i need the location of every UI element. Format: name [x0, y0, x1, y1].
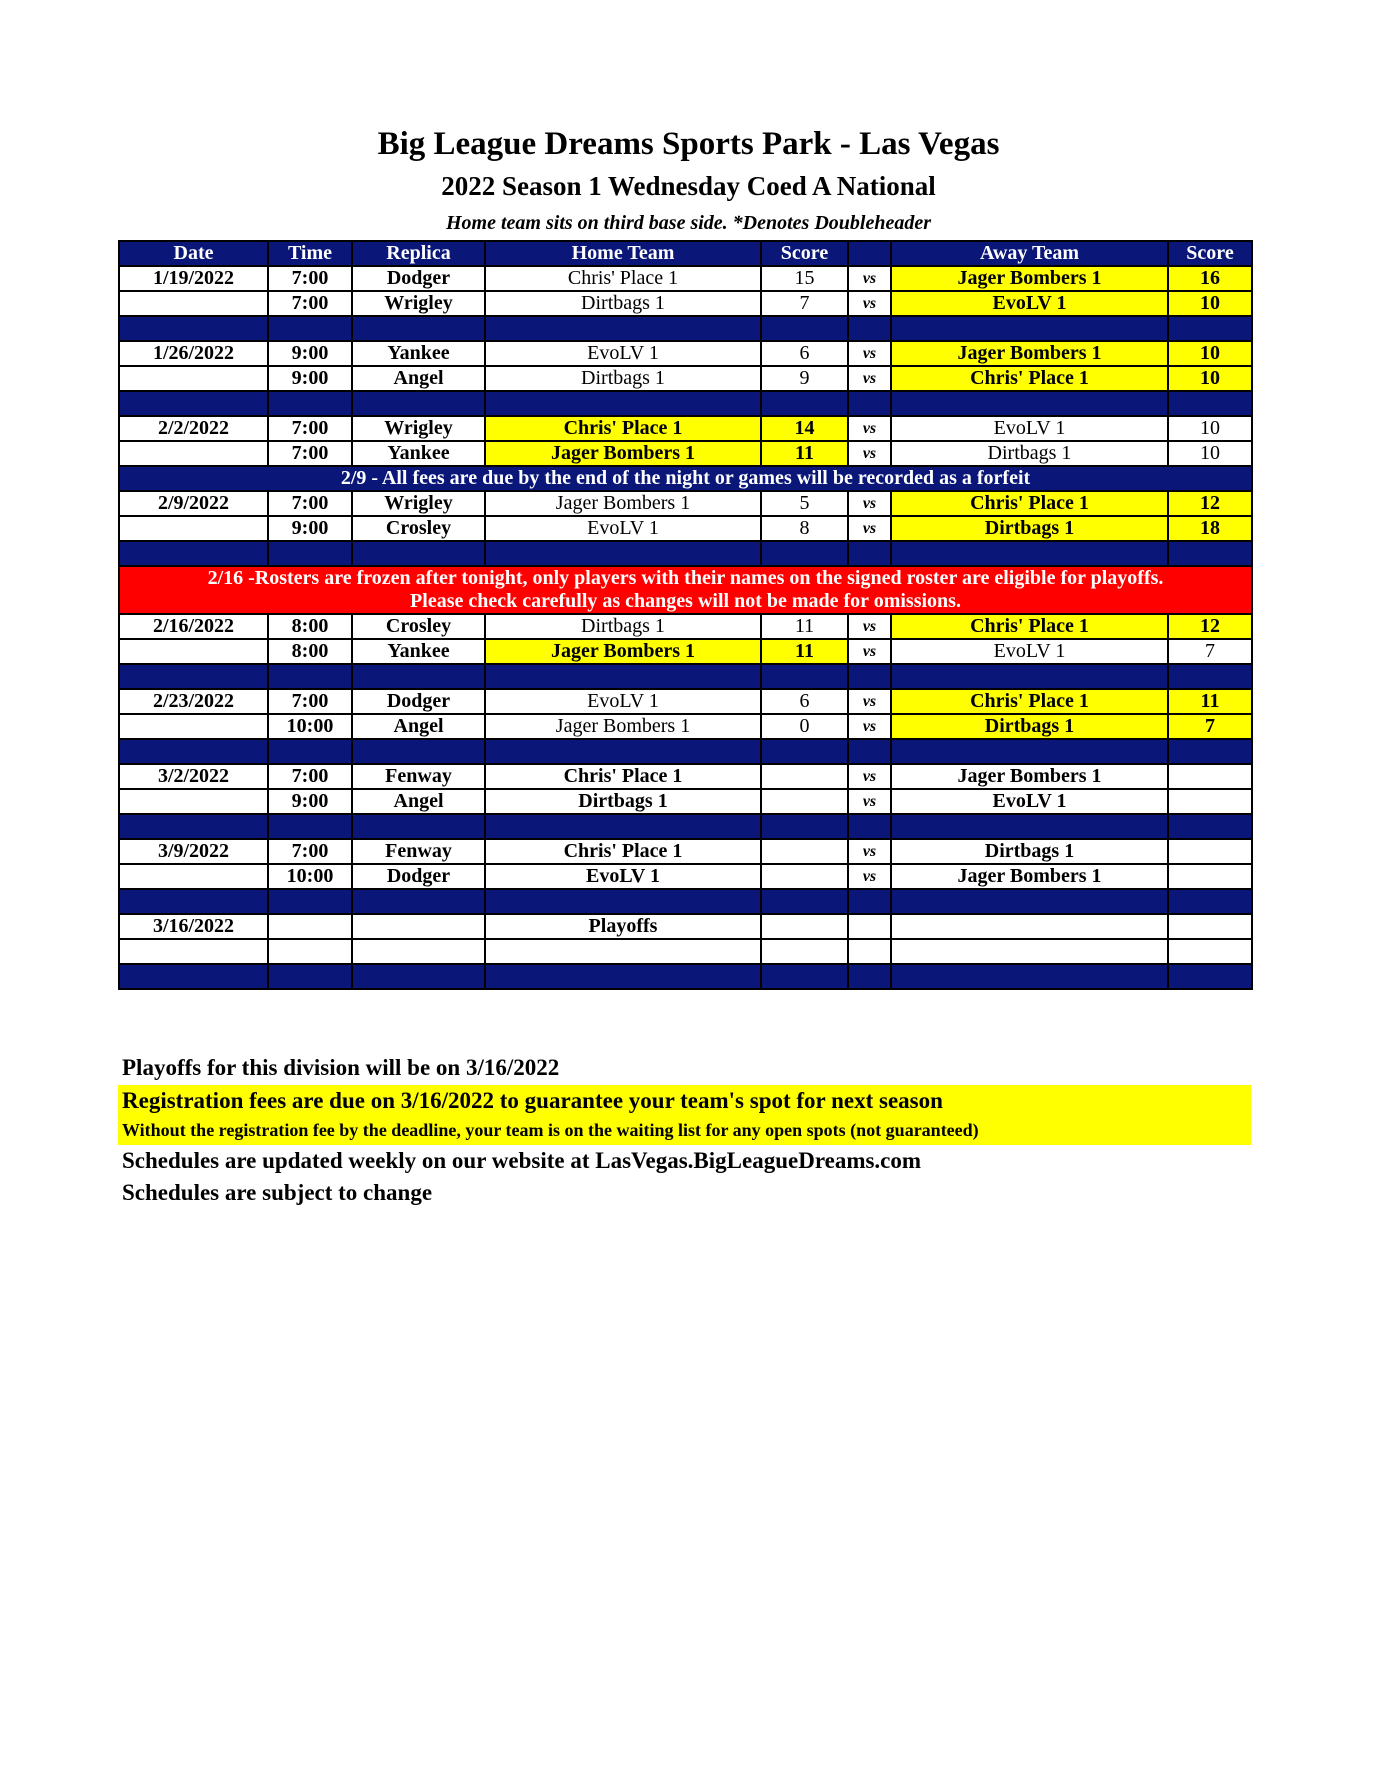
- empty-cell: [848, 914, 891, 939]
- separator-cell: [891, 664, 1168, 689]
- game-replica: Angel: [352, 789, 485, 814]
- game-date: [119, 516, 268, 541]
- away-team: Jager Bombers 1: [891, 864, 1168, 889]
- separator-cell: [352, 316, 485, 341]
- separator-cell: [1168, 964, 1252, 989]
- game-row: [119, 864, 1252, 889]
- game-replica: Fenway: [352, 764, 485, 789]
- separator-cell: [848, 541, 891, 566]
- game-time: 7:00: [268, 266, 352, 291]
- away-team: Dirtbags 1: [891, 839, 1168, 864]
- away-score: 10: [1168, 441, 1252, 466]
- separator-row: [119, 814, 1252, 839]
- home-team: EvoLV 1: [485, 864, 761, 889]
- separator-cell: [352, 739, 485, 764]
- schedule-change-note: Schedules are subject to change: [122, 1180, 433, 1205]
- away-score: 10: [1168, 341, 1252, 366]
- away-team: Jager Bombers 1: [891, 266, 1168, 291]
- game-time: 7:00: [268, 441, 352, 466]
- game-replica: Yankee: [352, 441, 485, 466]
- game-date: 1/26/2022: [119, 341, 268, 366]
- vs-label: vs: [848, 864, 891, 889]
- separator-cell: [761, 889, 848, 914]
- game-row: [119, 839, 1252, 864]
- away-score: 16: [1168, 266, 1252, 291]
- registration-note: Registration fees are due on 3/16/2022 to guarantee your team's spot for next season: [122, 1088, 943, 1113]
- rosters-banner: [119, 566, 1252, 614]
- game-replica: Yankee: [352, 341, 485, 366]
- separator-cell: [268, 739, 352, 764]
- vs-label: vs: [848, 341, 891, 366]
- vs-label: vs: [848, 764, 891, 789]
- home-team-note: Home team sits on third base side. *Denotes Doubleheader: [446, 212, 931, 234]
- game-row: [119, 639, 1252, 664]
- game-replica: Yankee: [352, 639, 485, 664]
- separator-cell: [268, 316, 352, 341]
- game-date: 3/9/2022: [119, 839, 268, 864]
- away-team: EvoLV 1: [891, 789, 1168, 814]
- game-row: [119, 516, 1252, 541]
- separator-cell: [268, 664, 352, 689]
- away-score: 11: [1168, 689, 1252, 714]
- empty-cell: [485, 939, 761, 964]
- empty-cell: [1168, 939, 1252, 964]
- separator-cell: [848, 964, 891, 989]
- separator-cell: [848, 889, 891, 914]
- game-time: 7:00: [268, 491, 352, 516]
- col-away-score: Score: [1168, 241, 1252, 266]
- empty-cell: [268, 914, 352, 939]
- rosters-banner-row: [119, 566, 1252, 614]
- game-row: [119, 266, 1252, 291]
- away-score: 7: [1168, 714, 1252, 739]
- away-team: EvoLV 1: [891, 416, 1168, 441]
- game-date: 1/19/2022: [119, 266, 268, 291]
- schedule-body: [119, 266, 1252, 989]
- home-team: Jager Bombers 1: [485, 441, 761, 466]
- empty-cell: [761, 939, 848, 964]
- separator-cell: [848, 814, 891, 839]
- separator-cell: [848, 316, 891, 341]
- away-score: 18: [1168, 516, 1252, 541]
- separator-cell: [485, 391, 761, 416]
- fees-banner-row: [119, 466, 1252, 491]
- vs-label: vs: [848, 839, 891, 864]
- game-row: [119, 764, 1252, 789]
- away-score: 10: [1168, 416, 1252, 441]
- separator-row: [119, 739, 1252, 764]
- game-row: [119, 491, 1252, 516]
- separator-cell: [268, 889, 352, 914]
- separator-cell: [1168, 541, 1252, 566]
- game-date: 2/23/2022: [119, 689, 268, 714]
- col-vs: [848, 241, 891, 266]
- separator-cell: [761, 391, 848, 416]
- playoffs-date: 3/16/2022: [119, 914, 268, 939]
- game-row: [119, 441, 1252, 466]
- game-time: 7:00: [268, 689, 352, 714]
- away-team: Jager Bombers 1: [891, 764, 1168, 789]
- game-time: 9:00: [268, 341, 352, 366]
- away-team: Jager Bombers 1: [891, 341, 1168, 366]
- separator-cell: [119, 814, 268, 839]
- game-replica: Wrigley: [352, 491, 485, 516]
- game-replica: Wrigley: [352, 291, 485, 316]
- home-team: EvoLV 1: [485, 516, 761, 541]
- home-team: Chris' Place 1: [485, 764, 761, 789]
- game-time: 7:00: [268, 291, 352, 316]
- game-time: 10:00: [268, 714, 352, 739]
- away-score: [1168, 789, 1252, 814]
- vs-label: vs: [848, 689, 891, 714]
- away-team: Chris' Place 1: [891, 689, 1168, 714]
- away-score: 12: [1168, 614, 1252, 639]
- separator-cell: [761, 739, 848, 764]
- separator-cell: [761, 814, 848, 839]
- separator-cell: [119, 964, 268, 989]
- vs-label: vs: [848, 366, 891, 391]
- empty-cell: [268, 939, 352, 964]
- away-team: EvoLV 1: [891, 291, 1168, 316]
- away-team: Dirtbags 1: [891, 516, 1168, 541]
- game-time: 10:00: [268, 864, 352, 889]
- game-row: [119, 789, 1252, 814]
- game-date: 2/16/2022: [119, 614, 268, 639]
- separator-cell: [1168, 814, 1252, 839]
- playoffs-row: [119, 914, 1252, 939]
- separator-row: [119, 889, 1252, 914]
- separator-cell: [891, 391, 1168, 416]
- separator-cell: [485, 739, 761, 764]
- separator-cell: [1168, 391, 1252, 416]
- home-score: [761, 839, 848, 864]
- separator-row: [119, 316, 1252, 341]
- away-score: 10: [1168, 291, 1252, 316]
- separator-cell: [485, 889, 761, 914]
- rosters-banner-line: Please check carefully as changes will not be made for omissions.: [410, 590, 961, 612]
- playoffs-label: Playoffs: [485, 914, 761, 939]
- away-score: 7: [1168, 639, 1252, 664]
- home-score: 7: [761, 291, 848, 316]
- home-team: Jager Bombers 1: [485, 639, 761, 664]
- separator-cell: [268, 964, 352, 989]
- separator-cell: [352, 664, 485, 689]
- game-date: [119, 714, 268, 739]
- col-replica: Replica: [352, 241, 485, 266]
- game-date: 2/9/2022: [119, 491, 268, 516]
- home-score: 9: [761, 366, 848, 391]
- page-title: Big League Dreams Sports Park - Las Vegas: [377, 126, 1000, 162]
- separator-cell: [1168, 664, 1252, 689]
- separator-cell: [119, 664, 268, 689]
- away-score: 12: [1168, 491, 1252, 516]
- separator-cell: [352, 391, 485, 416]
- game-replica: Angel: [352, 366, 485, 391]
- away-team: Dirtbags 1: [891, 441, 1168, 466]
- game-replica: Dodger: [352, 266, 485, 291]
- game-time: 7:00: [268, 764, 352, 789]
- separator-row: [119, 541, 1252, 566]
- empty-cell: [352, 914, 485, 939]
- separator-cell: [761, 541, 848, 566]
- page-subtitle: 2022 Season 1 Wednesday Coed A National: [441, 171, 936, 201]
- separator-cell: [268, 391, 352, 416]
- game-row: [119, 714, 1252, 739]
- game-replica: Fenway: [352, 839, 485, 864]
- home-team: EvoLV 1: [485, 689, 761, 714]
- game-date: 2/2/2022: [119, 416, 268, 441]
- game-time: 8:00: [268, 639, 352, 664]
- game-date: [119, 639, 268, 664]
- empty-cell: [891, 914, 1168, 939]
- away-score: 10: [1168, 366, 1252, 391]
- home-team: EvoLV 1: [485, 341, 761, 366]
- home-score: 0: [761, 714, 848, 739]
- home-score: [761, 789, 848, 814]
- game-replica: Dodger: [352, 864, 485, 889]
- game-replica: Crosley: [352, 614, 485, 639]
- separator-cell: [1168, 316, 1252, 341]
- vs-label: vs: [848, 789, 891, 814]
- game-row: [119, 291, 1252, 316]
- game-time: 9:00: [268, 516, 352, 541]
- separator-cell: [268, 814, 352, 839]
- separator-cell: [761, 664, 848, 689]
- vs-label: vs: [848, 639, 891, 664]
- game-row: [119, 689, 1252, 714]
- empty-cell: [1168, 914, 1252, 939]
- separator-row: [119, 391, 1252, 416]
- vs-label: vs: [848, 416, 891, 441]
- col-away-team: Away Team: [891, 241, 1168, 266]
- separator-cell: [268, 541, 352, 566]
- home-score: 11: [761, 639, 848, 664]
- home-score: [761, 764, 848, 789]
- separator-cell: [119, 739, 268, 764]
- home-score: 8: [761, 516, 848, 541]
- separator-row: [119, 664, 1252, 689]
- vs-label: vs: [848, 266, 891, 291]
- separator-cell: [891, 541, 1168, 566]
- vs-label: vs: [848, 491, 891, 516]
- home-score: [761, 864, 848, 889]
- game-date: [119, 291, 268, 316]
- vs-label: vs: [848, 516, 891, 541]
- game-replica: Crosley: [352, 516, 485, 541]
- away-team: Chris' Place 1: [891, 614, 1168, 639]
- away-team: EvoLV 1: [891, 639, 1168, 664]
- empty-cell: [891, 939, 1168, 964]
- separator-cell: [848, 739, 891, 764]
- vs-label: vs: [848, 291, 891, 316]
- schedule-table: [118, 240, 1253, 990]
- separator-cell: [485, 316, 761, 341]
- game-time: 9:00: [268, 789, 352, 814]
- col-home-score: Score: [761, 241, 848, 266]
- game-time: 8:00: [268, 614, 352, 639]
- home-score: 5: [761, 491, 848, 516]
- rosters-banner-line: 2/16 -Rosters are frozen after tonight, only players with their names on the signed roster are eligible for playoffs.: [207, 567, 1164, 589]
- game-date: [119, 366, 268, 391]
- game-row: [119, 366, 1252, 391]
- empty-cell: [119, 939, 268, 964]
- game-date: [119, 441, 268, 466]
- home-score: 15: [761, 266, 848, 291]
- away-score: [1168, 764, 1252, 789]
- separator-cell: [119, 391, 268, 416]
- separator-cell: [891, 316, 1168, 341]
- col-date: Date: [119, 241, 268, 266]
- home-team: Dirtbags 1: [485, 789, 761, 814]
- separator-cell: [848, 664, 891, 689]
- home-team: Chris' Place 1: [485, 416, 761, 441]
- separator-cell: [352, 814, 485, 839]
- separator-cell: [891, 964, 1168, 989]
- separator-cell: [485, 664, 761, 689]
- separator-cell: [761, 316, 848, 341]
- home-team: Jager Bombers 1: [485, 714, 761, 739]
- col-time: Time: [268, 241, 352, 266]
- home-team: Chris' Place 1: [485, 266, 761, 291]
- separator-cell: [485, 541, 761, 566]
- separator-cell: [119, 541, 268, 566]
- home-team: Dirtbags 1: [485, 291, 761, 316]
- empty-cell: [352, 939, 485, 964]
- separator-cell: [1168, 889, 1252, 914]
- separator-cell: [485, 964, 761, 989]
- home-team: Dirtbags 1: [485, 614, 761, 639]
- separator-cell: [891, 889, 1168, 914]
- game-date: [119, 789, 268, 814]
- vs-label: vs: [848, 614, 891, 639]
- home-score: 6: [761, 341, 848, 366]
- home-score: 11: [761, 614, 848, 639]
- game-replica: Angel: [352, 714, 485, 739]
- game-row: [119, 341, 1252, 366]
- game-time: 7:00: [268, 416, 352, 441]
- blank-row: [119, 939, 1252, 964]
- away-score: [1168, 839, 1252, 864]
- fees-banner: 2/9 - All fees are due by the end of the night or games will be recorded as a forfeit: [119, 466, 1252, 491]
- vs-label: vs: [848, 714, 891, 739]
- separator-cell: [119, 889, 268, 914]
- away-score: [1168, 864, 1252, 889]
- separator-cell: [352, 964, 485, 989]
- vs-label: vs: [848, 441, 891, 466]
- home-team: Dirtbags 1: [485, 366, 761, 391]
- game-replica: Dodger: [352, 689, 485, 714]
- separator-cell: [848, 391, 891, 416]
- header-row: [119, 241, 1252, 266]
- separator-cell: [891, 814, 1168, 839]
- separator-cell: [891, 739, 1168, 764]
- separator-cell: [1168, 739, 1252, 764]
- website-note: Schedules are updated weekly on our website at LasVegas.BigLeagueDreams.com: [122, 1148, 922, 1173]
- empty-cell: [848, 939, 891, 964]
- separator-cell: [761, 964, 848, 989]
- empty-cell: [761, 914, 848, 939]
- playoffs-note: Playoffs for this division will be on 3/16/2022: [122, 1055, 560, 1080]
- separator-cell: [119, 316, 268, 341]
- away-team: Dirtbags 1: [891, 714, 1168, 739]
- home-team: Jager Bombers 1: [485, 491, 761, 516]
- game-date: 3/2/2022: [119, 764, 268, 789]
- home-score: 6: [761, 689, 848, 714]
- game-time: 7:00: [268, 839, 352, 864]
- away-team: Chris' Place 1: [891, 491, 1168, 516]
- game-row: [119, 614, 1252, 639]
- home-score: 11: [761, 441, 848, 466]
- home-score: 14: [761, 416, 848, 441]
- away-team: Chris' Place 1: [891, 366, 1168, 391]
- game-date: [119, 864, 268, 889]
- game-replica: Wrigley: [352, 416, 485, 441]
- registration-warning: Without the registration fee by the deadline, your team is on the waiting list for any open spots (not guaranteed): [122, 1120, 979, 1140]
- game-row: [119, 416, 1252, 441]
- separator-row: [119, 964, 1252, 989]
- home-team: Chris' Place 1: [485, 839, 761, 864]
- separator-cell: [485, 814, 761, 839]
- game-time: 9:00: [268, 366, 352, 391]
- separator-cell: [352, 889, 485, 914]
- col-home-team: Home Team: [485, 241, 761, 266]
- separator-cell: [352, 541, 485, 566]
